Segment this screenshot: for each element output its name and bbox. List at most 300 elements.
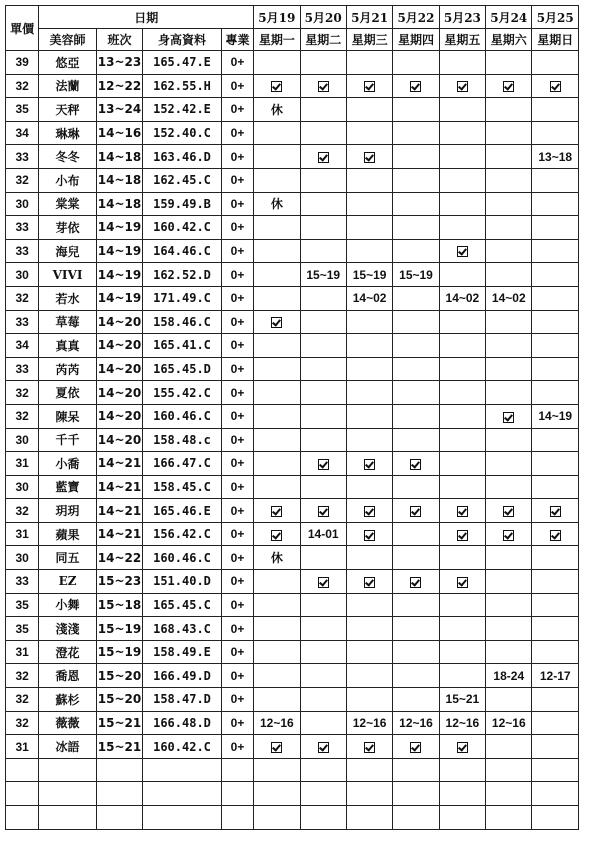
table-row [6, 428, 579, 452]
body-data-cell: 166.48.D [143, 711, 222, 735]
price-cell: 32 [6, 286, 39, 310]
day-cell [393, 570, 439, 594]
empty-cell [346, 806, 392, 830]
day-cell [439, 334, 485, 358]
day-cell [439, 428, 485, 452]
day-cell [486, 735, 532, 759]
price-cell: 35 [6, 617, 39, 641]
stylist-name-cell: 法蘭 [39, 74, 97, 98]
shift-cell: 15~18 [96, 593, 142, 617]
day-cell [300, 357, 346, 381]
day-cell: 14~02 [346, 286, 392, 310]
checkbox-checked-icon [410, 577, 421, 588]
specialty-cell: 0+ [221, 74, 253, 98]
body-data-cell: 162.55.H [143, 74, 222, 98]
date-header: 5月23 [439, 6, 485, 29]
price-cell: 31 [6, 735, 39, 759]
checkbox-checked-icon [503, 81, 514, 92]
price-cell: 34 [6, 334, 39, 358]
weekday-header-saturday: 星期六 [486, 29, 532, 51]
checkbox-checked-icon [457, 246, 468, 257]
day-cell [439, 192, 485, 216]
day-cell [346, 428, 392, 452]
day-cell [393, 286, 439, 310]
day-cell [300, 145, 346, 169]
price-cell: 33 [6, 145, 39, 169]
shift-cell: 15~20 [96, 664, 142, 688]
day-cell [254, 640, 300, 664]
day-cell [254, 404, 300, 428]
specialty-cell: 0+ [221, 499, 253, 523]
checkbox-checked-icon [364, 577, 375, 588]
empty-cell [439, 806, 485, 830]
body-data-cell: 166.49.D [143, 664, 222, 688]
body-data-cell: 151.40.D [143, 570, 222, 594]
day-cell [393, 51, 439, 75]
day-cell [393, 688, 439, 712]
day-cell [439, 239, 485, 263]
day-cell [393, 192, 439, 216]
empty-cell [300, 782, 346, 806]
price-cell: 32 [6, 711, 39, 735]
day-cell: 休 [254, 546, 300, 570]
body-data-cell: 155.42.C [143, 381, 222, 405]
shift-cell: 14~20 [96, 310, 142, 334]
checkbox-checked-icon [364, 152, 375, 163]
empty-cell [6, 758, 39, 782]
shift-cell: 14~21 [96, 475, 142, 499]
day-cell: 14~02 [486, 286, 532, 310]
day-cell [439, 522, 485, 546]
day-cell [486, 357, 532, 381]
price-cell: 33 [6, 310, 39, 334]
body-data-cell: 163.46.D [143, 145, 222, 169]
shift-cell: 14~19 [96, 239, 142, 263]
stylist-name-cell: 夏依 [39, 381, 97, 405]
day-cell [393, 546, 439, 570]
day-cell [393, 499, 439, 523]
body-data-cell: 158.49.E [143, 640, 222, 664]
stylist-name-cell: 芮芮 [39, 357, 97, 381]
empty-cell [393, 806, 439, 830]
day-cell: 15~19 [300, 263, 346, 287]
stylist-header: 美容師 [39, 29, 97, 51]
specialty-cell: 0+ [221, 286, 253, 310]
price-cell: 30 [6, 263, 39, 287]
day-cell [300, 640, 346, 664]
day-cell [532, 168, 579, 192]
day-cell [393, 593, 439, 617]
day-cell [439, 664, 485, 688]
stylist-name-cell: 玥玥 [39, 499, 97, 523]
body-data-cell: 152.40.C [143, 121, 222, 145]
date-header: 5月21 [346, 6, 392, 29]
empty-cell [486, 806, 532, 830]
specialty-cell: 0+ [221, 121, 253, 145]
specialty-cell: 0+ [221, 334, 253, 358]
stylist-name-cell: 冬冬 [39, 145, 97, 169]
empty-cell [532, 782, 579, 806]
day-cell [486, 640, 532, 664]
stylist-name-cell: 藍寶 [39, 475, 97, 499]
price-cell: 31 [6, 640, 39, 664]
table-row [6, 357, 579, 381]
day-cell [346, 216, 392, 240]
day-cell [393, 475, 439, 499]
table-row [6, 334, 579, 358]
specialty-cell: 0+ [221, 381, 253, 405]
price-cell: 32 [6, 664, 39, 688]
day-cell [300, 735, 346, 759]
specialty-cell: 0+ [221, 51, 253, 75]
day-cell [300, 216, 346, 240]
day-cell [486, 617, 532, 641]
shift-cell: 14~16 [96, 121, 142, 145]
day-cell: 14~02 [439, 286, 485, 310]
day-cell [439, 381, 485, 405]
day-cell [300, 51, 346, 75]
empty-cell [393, 758, 439, 782]
shift-cell: 14~21 [96, 452, 142, 476]
body-data-cell: 165.45.D [143, 357, 222, 381]
day-cell [346, 688, 392, 712]
day-cell [532, 381, 579, 405]
day-cell [532, 452, 579, 476]
stylist-name-cell: EZ [39, 570, 97, 594]
day-cell [300, 404, 346, 428]
day-cell [300, 310, 346, 334]
day-cell [393, 216, 439, 240]
day-cell [300, 239, 346, 263]
day-cell [393, 74, 439, 98]
day-cell: 13~18 [532, 145, 579, 169]
day-cell [439, 168, 485, 192]
price-cell: 30 [6, 475, 39, 499]
stylist-name-cell: 小布 [39, 168, 97, 192]
specialty-cell: 0+ [221, 640, 253, 664]
day-cell [254, 664, 300, 688]
price-cell: 30 [6, 428, 39, 452]
day-cell [254, 286, 300, 310]
checkbox-checked-icon [457, 577, 468, 588]
day-cell [254, 168, 300, 192]
checkbox-checked-icon [457, 530, 468, 541]
day-cell [300, 334, 346, 358]
shift-cell: 15~21 [96, 735, 142, 759]
day-cell [532, 192, 579, 216]
day-cell [393, 239, 439, 263]
day-cell [254, 334, 300, 358]
body-data-cell: 165.41.C [143, 334, 222, 358]
shift-cell: 14~22 [96, 546, 142, 570]
empty-cell [6, 806, 39, 830]
price-cell: 34 [6, 121, 39, 145]
table-row [6, 688, 579, 712]
day-cell [439, 640, 485, 664]
day-cell [300, 570, 346, 594]
day-cell [300, 286, 346, 310]
day-cell: 15~19 [346, 263, 392, 287]
day-cell [486, 192, 532, 216]
day-cell [300, 593, 346, 617]
day-cell: 15~19 [393, 263, 439, 287]
checkbox-checked-icon [364, 81, 375, 92]
body-data-cell: 160.42.C [143, 735, 222, 759]
day-cell [346, 640, 392, 664]
empty-cell [532, 806, 579, 830]
day-cell [300, 617, 346, 641]
empty-cell [96, 806, 142, 830]
price-cell: 39 [6, 51, 39, 75]
day-cell [254, 381, 300, 405]
day-cell [346, 522, 392, 546]
specialty-cell: 0+ [221, 216, 253, 240]
table-row [6, 381, 579, 405]
date-header: 5月24 [486, 6, 532, 29]
day-cell [532, 98, 579, 122]
header-row-dates [6, 6, 579, 29]
day-cell [532, 239, 579, 263]
day-cell [532, 499, 579, 523]
day-cell [439, 216, 485, 240]
shift-cell: 14~20 [96, 404, 142, 428]
checkbox-checked-icon [503, 412, 514, 423]
day-cell [346, 570, 392, 594]
day-cell: 12~16 [393, 711, 439, 735]
day-cell [486, 475, 532, 499]
day-cell [439, 121, 485, 145]
weekday-header-sunday: 星期日 [532, 29, 579, 51]
price-cell: 35 [6, 593, 39, 617]
specialty-cell: 0+ [221, 664, 253, 688]
day-cell [254, 121, 300, 145]
day-cell [439, 357, 485, 381]
checkbox-checked-icon [410, 506, 421, 517]
specialty-cell: 0+ [221, 452, 253, 476]
body-data-cell: 158.47.D [143, 688, 222, 712]
checkbox-checked-icon [503, 506, 514, 517]
day-cell [254, 239, 300, 263]
stylist-name-cell: 冰語 [39, 735, 97, 759]
empty-cell [143, 806, 222, 830]
table-row [6, 711, 579, 735]
shift-cell: 13~24 [96, 98, 142, 122]
table-row [6, 168, 579, 192]
day-cell [254, 617, 300, 641]
checkbox-checked-icon [318, 577, 329, 588]
day-cell [300, 711, 346, 735]
header-row-columns [6, 29, 579, 51]
price-cell: 30 [6, 546, 39, 570]
specialty-cell: 0+ [221, 522, 253, 546]
table-row [6, 216, 579, 240]
day-cell [346, 239, 392, 263]
day-cell [346, 404, 392, 428]
stylist-name-cell: VIVI [39, 263, 97, 287]
day-cell [532, 735, 579, 759]
day-cell [254, 428, 300, 452]
empty-cell [39, 806, 97, 830]
day-cell [439, 98, 485, 122]
day-cell [486, 404, 532, 428]
day-cell [254, 688, 300, 712]
day-cell [486, 546, 532, 570]
day-cell [254, 499, 300, 523]
body-data-cell: 168.43.C [143, 617, 222, 641]
checkbox-checked-icon [364, 530, 375, 541]
day-cell [254, 452, 300, 476]
shift-cell: 14~19 [96, 263, 142, 287]
shift-cell: 13~23 [96, 51, 142, 75]
day-cell [393, 640, 439, 664]
table-row [6, 570, 579, 594]
day-cell [346, 51, 392, 75]
table-row [6, 522, 579, 546]
table-row [6, 593, 579, 617]
checkbox-checked-icon [550, 530, 561, 541]
day-cell [254, 263, 300, 287]
day-cell: 14~19 [532, 404, 579, 428]
empty-cell [486, 758, 532, 782]
day-cell [300, 192, 346, 216]
day-cell [439, 475, 485, 499]
day-cell [532, 546, 579, 570]
day-cell [300, 428, 346, 452]
shift-cell: 14~19 [96, 216, 142, 240]
specialty-cell: 0+ [221, 570, 253, 594]
day-cell [346, 121, 392, 145]
body-data-cell: 165.45.C [143, 593, 222, 617]
day-cell: 12~16 [346, 711, 392, 735]
day-cell [393, 357, 439, 381]
checkbox-checked-icon [271, 506, 282, 517]
date-title-header: 日期 [39, 6, 254, 29]
day-cell [254, 145, 300, 169]
day-cell [346, 593, 392, 617]
empty-row [6, 758, 579, 782]
body-data-cell: 162.52.D [143, 263, 222, 287]
shift-cell: 15~20 [96, 688, 142, 712]
day-cell [486, 522, 532, 546]
stylist-name-cell: 千千 [39, 428, 97, 452]
day-cell [486, 310, 532, 334]
table-row [6, 404, 579, 428]
day-cell [532, 263, 579, 287]
specialty-cell: 0+ [221, 546, 253, 570]
stylist-name-cell: 小舞 [39, 593, 97, 617]
day-cell [393, 98, 439, 122]
day-cell: 12~16 [254, 711, 300, 735]
checkbox-checked-icon [318, 459, 329, 470]
empty-cell [143, 782, 222, 806]
empty-cell [254, 782, 300, 806]
day-cell [439, 617, 485, 641]
day-cell [439, 735, 485, 759]
day-cell [486, 428, 532, 452]
stylist-name-cell: 同五 [39, 546, 97, 570]
day-cell [532, 711, 579, 735]
empty-cell [300, 806, 346, 830]
day-cell [254, 51, 300, 75]
day-cell [254, 522, 300, 546]
shift-cell: 14~21 [96, 499, 142, 523]
day-cell [393, 452, 439, 476]
table-row [6, 98, 579, 122]
specialty-cell: 0+ [221, 475, 253, 499]
body-data-cell: 159.49.B [143, 192, 222, 216]
empty-cell [532, 758, 579, 782]
empty-cell [254, 806, 300, 830]
schedule-table [5, 5, 579, 830]
shift-cell: 14~19 [96, 286, 142, 310]
empty-cell [439, 782, 485, 806]
day-cell [254, 310, 300, 334]
day-cell [300, 74, 346, 98]
table-row [6, 286, 579, 310]
day-cell [532, 640, 579, 664]
table-row [6, 145, 579, 169]
day-cell: 12~16 [486, 711, 532, 735]
day-cell [254, 475, 300, 499]
body-data-cell: 166.47.C [143, 452, 222, 476]
specialty-cell: 0+ [221, 711, 253, 735]
price-cell: 33 [6, 357, 39, 381]
body-data-cell: 162.45.C [143, 168, 222, 192]
empty-cell [486, 782, 532, 806]
empty-cell [96, 782, 142, 806]
empty-cell [221, 806, 253, 830]
table-row [6, 74, 579, 98]
shift-cell: 14~20 [96, 428, 142, 452]
day-cell [393, 404, 439, 428]
day-cell [346, 546, 392, 570]
date-header: 5月25 [532, 6, 579, 29]
stylist-name-cell: 喬恩 [39, 664, 97, 688]
specialty-cell: 0+ [221, 168, 253, 192]
day-cell [300, 98, 346, 122]
checkbox-checked-icon [318, 742, 329, 753]
stylist-name-cell: 薇薇 [39, 711, 97, 735]
stylist-name-cell: 陳呆 [39, 404, 97, 428]
day-cell [486, 168, 532, 192]
specialty-cell: 0+ [221, 617, 253, 641]
day-cell [254, 216, 300, 240]
day-cell [532, 617, 579, 641]
day-cell [393, 121, 439, 145]
day-cell [486, 334, 532, 358]
empty-cell [96, 758, 142, 782]
day-cell [393, 334, 439, 358]
day-cell [439, 145, 485, 169]
shift-cell: 15~19 [96, 617, 142, 641]
price-cell: 32 [6, 404, 39, 428]
day-cell [300, 475, 346, 499]
shift-cell: 14~20 [96, 381, 142, 405]
checkbox-checked-icon [503, 530, 514, 541]
day-cell [486, 145, 532, 169]
body-data-cell: 158.46.C [143, 310, 222, 334]
stylist-name-cell: 棠棠 [39, 192, 97, 216]
day-cell [393, 735, 439, 759]
checkbox-checked-icon [318, 506, 329, 517]
body-data-cell: 156.42.C [143, 522, 222, 546]
stylist-name-cell: 天秤 [39, 98, 97, 122]
day-cell [486, 593, 532, 617]
empty-cell [143, 758, 222, 782]
body-data-cell: 160.42.C [143, 216, 222, 240]
table-row [6, 192, 579, 216]
day-cell [532, 570, 579, 594]
